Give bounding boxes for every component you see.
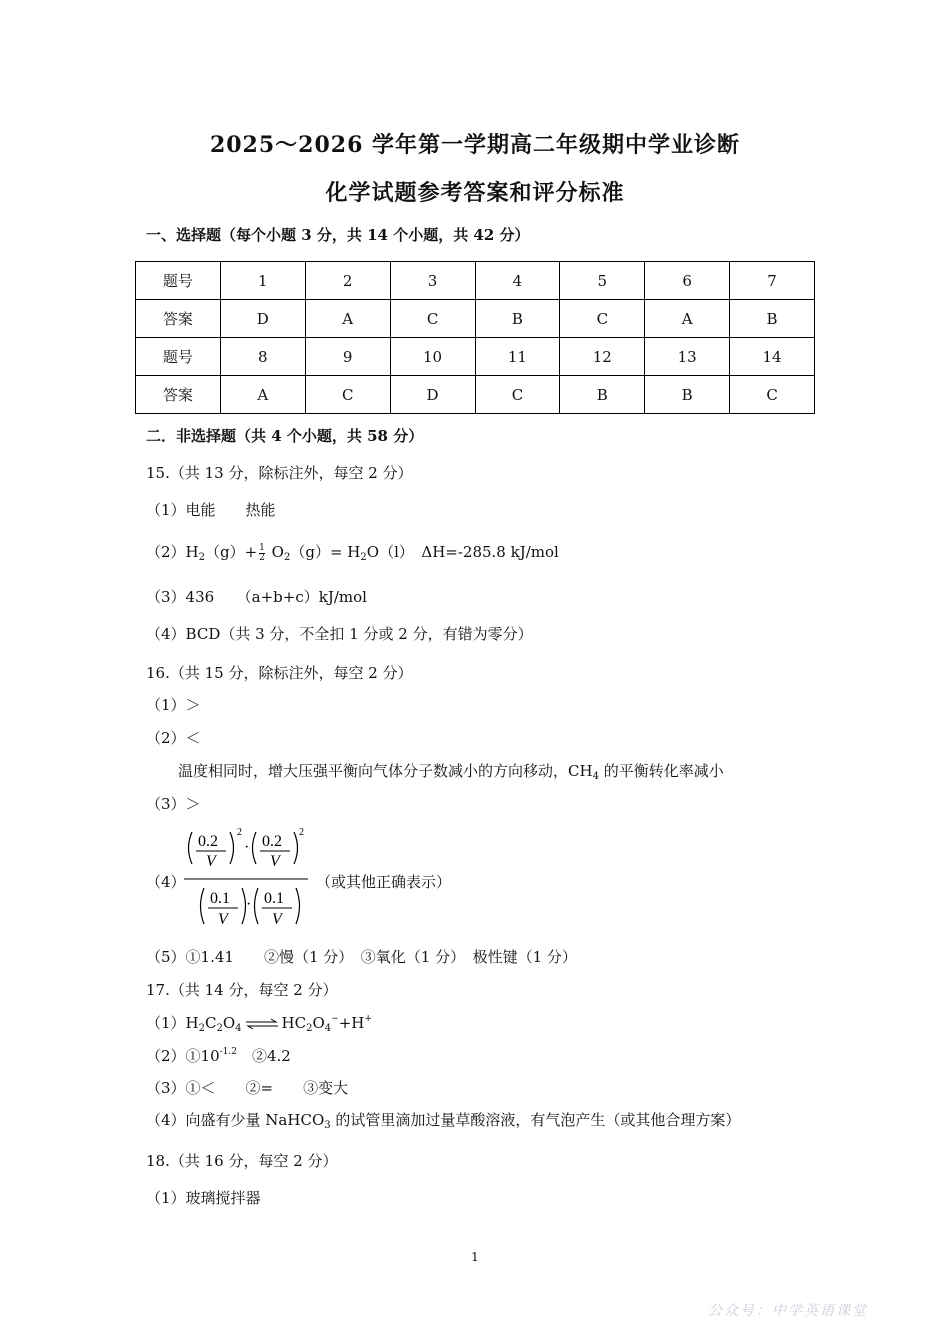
- q16-answer-2-reason: [178, 760, 724, 782]
- den-v-c: V: [218, 911, 228, 928]
- section-choice-heading: 一、选择题（每个小题 3 分，共 14 个小题，共 42 分）: [146, 226, 530, 244]
- q17-answer-1: $(1)H_2C_2O_4$ $HC_2O_4^-+H^+$: [146, 1014, 372, 1034]
- question-number: 12: [560, 338, 645, 376]
- den-v-a: V: [206, 853, 216, 870]
- svg-text:·: ·: [246, 896, 252, 913]
- subscript: 2: [360, 552, 367, 563]
- table-row-label: 题号: [136, 338, 221, 376]
- answer-table: [135, 261, 815, 414]
- section-nonchoice-heading: 二．非选择题（共 4 个小题，共 58 分）: [146, 427, 424, 445]
- q15-heading: 15.（共 13 分，除标注外，每空 2 分）: [146, 464, 413, 482]
- q15-answer-2: [146, 541, 559, 563]
- text: +H: [338, 1014, 365, 1032]
- q16-answer-4-note: （或其他正确表示）: [316, 873, 452, 891]
- q17-answer-2: [146, 1045, 291, 1066]
- answer-cell: B: [645, 376, 730, 414]
- fraction-half: [259, 544, 265, 563]
- den-v-d: V: [272, 911, 282, 928]
- q17-answer-4: [146, 1109, 740, 1131]
- q15-answer-4: （4）BCD（共 3 分，不全扣 1 分或 2 分，有错为零分）: [146, 625, 533, 643]
- text: O（l） ΔH=-285.8 kJ/mol: [366, 543, 559, 561]
- text: ②4.2: [237, 1047, 291, 1065]
- question-number: 4: [475, 262, 560, 300]
- question-number: 11: [475, 338, 560, 376]
- table-row: [136, 262, 815, 300]
- answer-cell: A: [305, 300, 390, 338]
- superscript: −: [331, 1014, 339, 1024]
- q15-answer-1: （1）电能 热能: [146, 501, 276, 519]
- exponent-b: 2: [299, 827, 304, 838]
- text: 温度相同时，增大压强平衡向气体分子数减小的方向移动，CH: [178, 762, 593, 780]
- answer-cell: D: [220, 300, 305, 338]
- text: （g）= H: [290, 543, 361, 561]
- num-0.1-b: 0.1: [264, 890, 284, 907]
- page-number: 1: [471, 1250, 479, 1264]
- table-row-label: 答案: [136, 376, 221, 414]
- answer-cell: B: [560, 376, 645, 414]
- q16-heading: 16.（共 15 分，除标注外，每空 2 分）: [146, 664, 413, 682]
- subscript: 2: [198, 1023, 205, 1034]
- subscript: 4: [235, 1023, 242, 1034]
- subscript: 4: [324, 1023, 332, 1034]
- equilibrium-constant-expression: [182, 824, 312, 936]
- text: （g）+: [205, 543, 258, 561]
- text: 的试管里滴加过量草酸溶液，有气泡产生（或其他合理方案）: [330, 1111, 741, 1129]
- answer-cell: C: [560, 300, 645, 338]
- svg-text:·: ·: [244, 839, 250, 856]
- num-0.2-a: 0.2: [198, 833, 218, 850]
- q17-answer-3: （3）①＜ ②= ③变大: [146, 1079, 349, 1097]
- table-row: [136, 376, 815, 414]
- document-title: 2025～2026 学年第一学期高二年级期中学业诊断: [209, 132, 741, 158]
- text: （2）H: [146, 543, 199, 561]
- q16-answer-4-label: （4）: [146, 873, 186, 891]
- subscript: 2: [198, 552, 205, 563]
- den-v-b: V: [270, 853, 280, 870]
- watermark: 公众号：中学英语课堂: [708, 1303, 868, 1319]
- question-number: 6: [645, 262, 730, 300]
- text: HC: [281, 1014, 307, 1032]
- answer-cell: A: [220, 376, 305, 414]
- subscript: 2: [216, 1023, 223, 1034]
- answer-cell: A: [645, 300, 730, 338]
- document-subtitle: 化学试题参考答案和评分标准: [325, 180, 625, 206]
- answer-cell: C: [475, 376, 560, 414]
- question-number: 3: [390, 262, 475, 300]
- subscript: 2: [283, 552, 291, 563]
- q16-answer-3: （3）＞: [146, 795, 201, 813]
- question-number: 9: [305, 338, 390, 376]
- table-row-label: 答案: [136, 300, 221, 338]
- answer-cell: C: [730, 376, 815, 414]
- question-number: 1: [220, 262, 305, 300]
- question-number: 2: [305, 262, 390, 300]
- question-number: 10: [390, 338, 475, 376]
- question-number: 8: [220, 338, 305, 376]
- q18-answer-1: （1）玻璃搅拌器: [146, 1189, 261, 1207]
- question-number: 7: [730, 262, 815, 300]
- q16-answer-2: （2）＜: [146, 729, 201, 747]
- subscript: 4: [592, 771, 599, 782]
- superscript: +: [364, 1014, 372, 1024]
- num-0.2-b: 0.2: [262, 833, 282, 850]
- superscript: -1.2: [219, 1047, 237, 1057]
- q18-heading: 18.（共 16 分，每空 2 分）: [146, 1152, 338, 1170]
- subscript: 3: [324, 1120, 331, 1131]
- exponent-a: 2: [237, 827, 242, 838]
- text: （2）①10: [146, 1047, 220, 1065]
- table-row: [136, 338, 815, 376]
- answer-cell: B: [475, 300, 560, 338]
- answer-cell: B: [730, 300, 815, 338]
- num-0.1-a: 0.1: [210, 890, 230, 907]
- q17-heading: 17.（共 14 分，每空 2 分）: [146, 981, 338, 999]
- answer-cell: C: [305, 376, 390, 414]
- question-number: 14: [730, 338, 815, 376]
- text: O: [266, 543, 284, 561]
- table-row: [136, 300, 815, 338]
- q16-answer-1: （1）＞: [146, 696, 201, 714]
- answer-cell: C: [390, 300, 475, 338]
- text: （4）向盛有少量 NaHCO: [146, 1111, 325, 1129]
- answer-cell: D: [390, 376, 475, 414]
- q15-answer-3: （3）436 （a+b+c）kJ/mol: [146, 588, 367, 606]
- text: （1）H: [146, 1014, 199, 1032]
- reversible-arrow-icon: [244, 1018, 280, 1030]
- subscript: 2: [306, 1023, 313, 1034]
- fraction-denominator: 2: [259, 552, 265, 563]
- question-number: 13: [645, 338, 730, 376]
- question-number: 5: [560, 262, 645, 300]
- table-row-label: 题号: [136, 262, 221, 300]
- text: 的平衡转化率减小: [598, 762, 724, 780]
- q16-answer-5: （5）①1.41 ②慢（1 分） ③氧化（1 分） 极性键（1 分）: [146, 948, 577, 966]
- fraction-numerator: 1: [259, 542, 265, 553]
